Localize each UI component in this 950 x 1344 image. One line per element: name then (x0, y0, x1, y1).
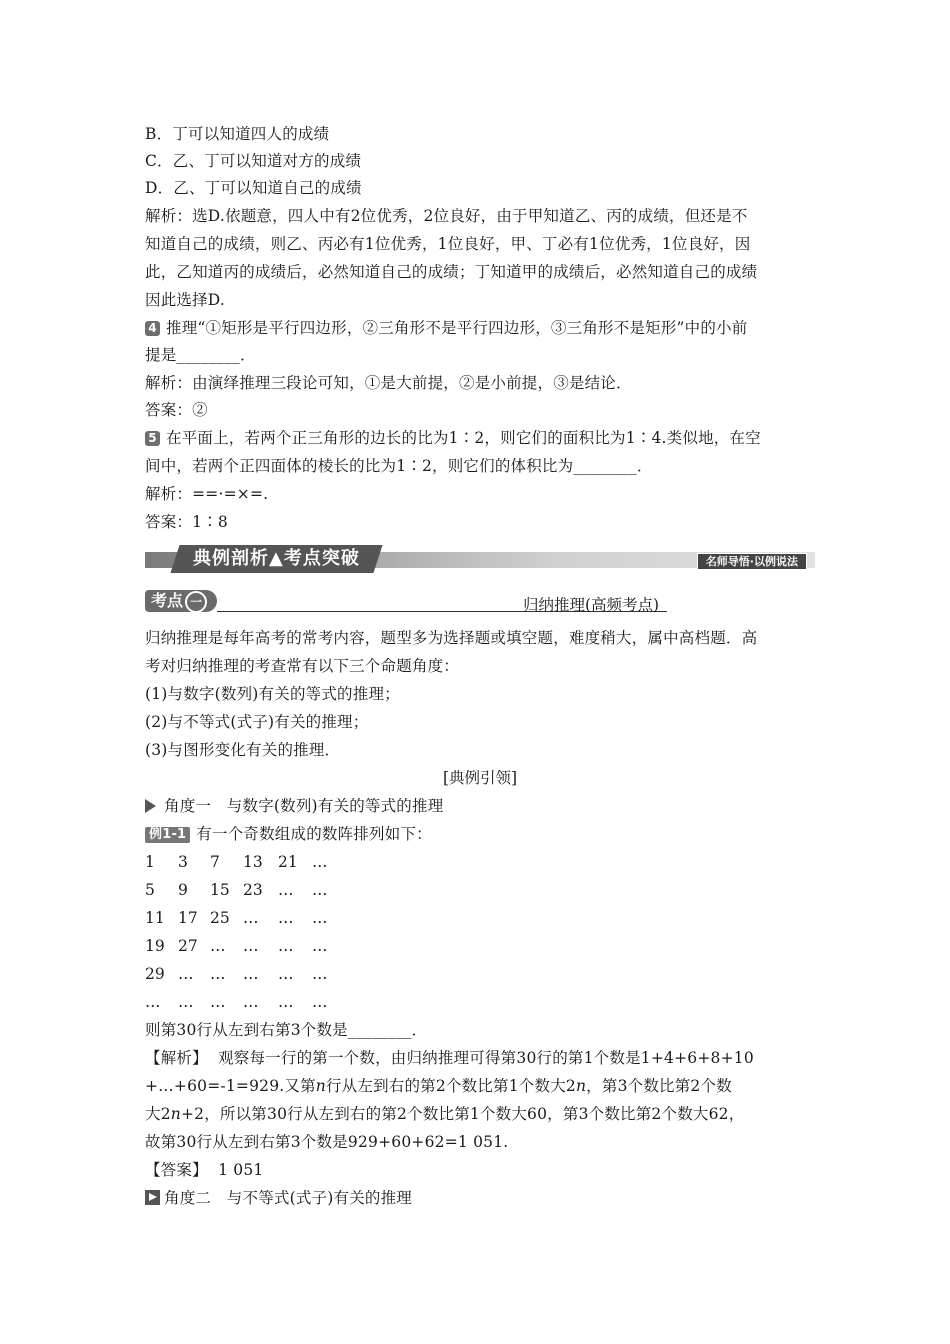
question-5 (145, 428, 761, 448)
question-text: 推理“①矩形是平行四边形，②三角形不是平行四边形，③三角形不是矩形”中的小前 (166, 319, 748, 337)
question-4 (145, 318, 747, 338)
option-b: B．丁可以知道四人的成绩 (145, 125, 330, 143)
array-cell: … (312, 853, 328, 871)
intro-line: 考对归纳推理的考查常有以下三个命题角度： (145, 657, 460, 675)
solution-line-4: 故第30行从左到右第3个数是929+60+62=1 051. (145, 1133, 509, 1151)
q4-analysis: 解析：由演绎推理三段论可知，①是大前提，②是小前提，③是结论． (145, 374, 632, 392)
example-text: 有一个奇数组成的数阵排列如下： (196, 825, 432, 843)
array-cell: … (145, 993, 161, 1011)
array-cell: … (312, 965, 328, 983)
example-heading: [典例引领] (442, 769, 518, 787)
option-c: C．乙、丁可以知道对方的成绩 (145, 152, 362, 170)
array-cell: … (243, 965, 259, 983)
analysis-line: 解析：选D.依题意，四人中有2位优秀，2位良好，由于甲知道乙、丙的成绩，但还是不 (145, 207, 748, 225)
array-cell: 5 (145, 881, 155, 899)
solution-line-1: 【解析】 观察每一行的第一个数，由归纳推理可得第30行的第1个数是1+4+6+8+10 (145, 1049, 754, 1067)
q4-answer: 答案：② (145, 401, 208, 419)
answer-value: 1 051 (218, 1161, 264, 1179)
analysis-line: 知道自己的成绩，则乙、丙必有1位优秀，1位良好，甲、丁必有1位优秀，1位良好，因 (145, 235, 751, 253)
array-cell: 27 (178, 937, 198, 955)
intro-line: (2)与不等式(式子)有关的推理； (145, 713, 369, 731)
array-cell: … (278, 937, 294, 955)
array-cell: 29 (145, 965, 165, 983)
array-cell: … (312, 937, 328, 955)
play-box-icon (145, 1190, 160, 1205)
analysis-line: 因此选择D. (145, 291, 226, 309)
intro-line: (1)与数字(数列)有关的等式的推理； (145, 685, 400, 703)
q5-answer: 答案：1∶8 (145, 513, 228, 531)
array-cell: 7 (210, 853, 220, 871)
solution-line-2: +…+60=-1=929.又第n行从左到右的第2个数比第1个数大2n，第3个数比第2个数 (145, 1077, 732, 1095)
array-cell: 23 (243, 881, 263, 899)
array-cell: … (210, 965, 226, 983)
array-cell: 11 (145, 909, 165, 927)
play-triangle-icon (145, 799, 156, 813)
example-badge: 例1-1 (145, 827, 190, 843)
array-cell: 13 (243, 853, 263, 871)
intro-line: 归纳推理是每年高考的常考内容，题型多为选择题或填空题，难度稍大，属中高档题．高 (145, 629, 758, 647)
array-cell: 9 (178, 881, 188, 899)
array-cell: 19 (145, 937, 165, 955)
array-cell: … (243, 909, 259, 927)
array-cell: 1 (145, 853, 155, 871)
intro-line: (3)与图形变化有关的推理． (145, 741, 341, 759)
question-text-cont: 提是________． (145, 346, 256, 364)
example-question: 则第30行从左到右第3个数是________． (145, 1021, 428, 1039)
analysis-line: 此，乙知道丙的成绩后，必然知道自己的成绩；丁知道甲的成绩后，必然知道自己的成绩 (145, 263, 758, 281)
array-cell: … (178, 965, 194, 983)
angle-one-heading: 角度一 与数字(数列)有关的等式的推理 (145, 796, 443, 816)
array-cell: 15 (210, 881, 230, 899)
array-cell: … (243, 937, 259, 955)
kaodian-number: 一 (185, 591, 207, 613)
array-cell: … (243, 993, 259, 1011)
banner-tag: 名师导悟·以例说法 (697, 553, 807, 570)
question-number-badge: 4 (145, 321, 160, 336)
question-number-badge: 5 (145, 431, 160, 446)
array-cell: … (210, 993, 226, 1011)
answer-label: 【答案】 (145, 1161, 208, 1179)
array-cell: … (312, 909, 328, 927)
array-cell: 17 (178, 909, 198, 927)
question-text: 在平面上，若两个正三角形的边长的比为1∶2，则它们的面积比为1∶4.类似地，在空 (166, 429, 761, 447)
banner-title: 典例剖析▲考点突破 (170, 545, 382, 573)
q5-analysis: 解析：==·=×=. (145, 485, 269, 503)
array-cell: … (278, 881, 294, 899)
array-cell: … (312, 993, 328, 1011)
solution-label: 【解析】 (145, 1049, 208, 1067)
question-text-cont: 间中，若两个正四面体的棱长的比为1∶2，则它们的体积比为________． (145, 457, 653, 475)
array-cell: … (312, 881, 328, 899)
array-cell: … (278, 909, 294, 927)
array-cell: … (178, 993, 194, 1011)
kaodian-header (145, 588, 815, 614)
kaodian-title: 归纳推理(高频考点) (523, 596, 660, 614)
section-banner (145, 545, 815, 573)
option-d: D．乙、丁可以知道自己的成绩 (145, 179, 362, 197)
array-cell: … (210, 937, 226, 955)
angle-two-heading: 角度二 与不等式(式子)有关的推理 (145, 1188, 412, 1208)
array-cell: 21 (278, 853, 298, 871)
array-cell: … (278, 965, 294, 983)
solution-line-3: 大2n+2，所以第30行从左到右的第2个数比第1个数大60，第3个数比第2个数大62， (145, 1105, 745, 1123)
answer-line (145, 1160, 263, 1180)
array-cell: … (278, 993, 294, 1011)
array-cell: 25 (210, 909, 230, 927)
example-1-1 (145, 824, 432, 844)
kaodian-badge: 考点 一 (145, 590, 217, 612)
array-cell: 3 (178, 853, 188, 871)
